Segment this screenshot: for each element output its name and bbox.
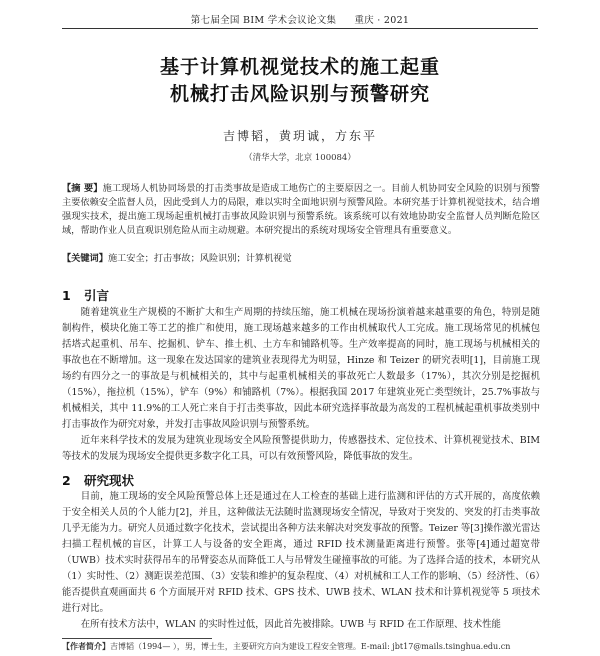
paragraph: 随着建筑业生产规模的不断扩大和生产周期的持续压缩，施工机械在现场扮演着越来越重要的角色，特别是随制构件，模块化施工等工艺的推广和使用，施工现场越来越多的工作由机械取代人工完成。施工现场常见的机械包括塔式起重机、吊车、挖掘机、铲车、推土机、土方车和铺路机等。生产效率提高的同时，施工现场与机械相关的事故也在不断增加。这一现象在发达国家的建筑业表现得尤为明显，Hinze 和 Teizer 的研究表明[1]，目前施工现场约有四分之一的事故是与机械相关的，其中与起重机械相关的事故死亡人数最多（17%），其次分别是挖掘机（15%），拖拉机（15%），铲车（9%）和铺路机（7%）。根据我国 2017 年建筑业死亡类型统计，25.7%事故与机械相关，其中 11.9%的工人死亡来自于打击类事故，因此本研究选择事故最为高发的工程机械起重机事故类别中打击事故作为研究对象，并发打击事故风险识别与预警系统。 [62,307,540,430]
footnote-text: 吉博韬（1994— ），男，博士生，主要研究方向为建设工程安全管理。E-mail: jbt17@mails.tsinghua.edu.cn [110,642,511,651]
section-heading-introduction [62,286,109,304]
affiliation: （清华大学，北京 100084） [244,153,356,163]
author-footnote [62,641,540,652]
section-introduction-body [62,305,540,465]
section-number: 1 [62,288,71,303]
title-line-1: 基于计算机视觉技术的施工起重 [159,56,440,78]
section-title: 研究现状 [84,473,135,488]
section-research-status-body [62,489,540,633]
authors: 吉博韬，黄玥诚，方东平 [222,129,377,143]
title-line-2: 机械打击风险识别与预警研究 [169,83,430,105]
section-number: 2 [62,473,71,488]
paper-title [0,54,600,108]
keywords-label: 【关键词】 [62,253,108,264]
conference-name: 第七届全国 BIM 学术会议论文集 [190,15,337,26]
location-year: 重庆 · 2021 [354,15,410,26]
section-heading-research-status [62,471,134,489]
header-rule [62,28,538,29]
abstract-text: 施工现场人机协同场景的打击类事故是造成工地伤亡的主要原因之一。目前人机协同安全风险的识别与预警主要依赖安全监督人员，因此受到人力的局限，难以实时全面地识别与预警风险。本研究基于计算机视觉技术，结合增强现实技术，提出施工现场起重机械打击事故风险识别与预警系统。该系统可以有效地协助安全监督人员判断危险区域，帮助作业人员直观识别危险从而主动规避。本研究提出的系统对现场安全管理具有重要意义。 [62,183,540,237]
paragraph: 目前，施工现场的安全风险预警总体上还是通过在人工检查的基础上进行监测和评估的方式开展的，高度依赖于安全相关人员的个人能力[2]，并且，这种做法无法随时监测现场安全情况，导致对于突发的、突发的打击类事故几乎无能为力。研究人员通过数字化技术，尝试提出各种方法来解决对突发事故的预警。Teizer 等[3]操作激光雷达扫描工程机械的盲区，计算工人与设备的安全距离，通过 RFID 技术测量距离进行预警。张等[4]通过超宽带（UWB）技术实时获得吊车的吊臂姿态从而降低工人与吊臂发生碰撞事故的可能。为了选择合适的技术，本研究从（1）实时性、（2）测距误差范围、（3）安装和维护的复杂程度、（4）对机械和工人工作的影响、（5）经济性、（6）能否提供直观画面共 6 个方面展开对 RFID 技术、GPS 技术、UWB 技术、WLAN 技术和计算机视觉等 5 项技术进行对比。 [62,491,540,614]
keywords [62,252,540,266]
footnote-rule [62,638,212,639]
paragraph: 近年来科学技术的发展为建筑业现场安全风险预警提供助力，传感器技术、定位技术、计算机视觉技术、BIM 等技术的发展为现场安全提供更多数字化工具，可以有效预警风险，降低事故的发生。 [62,435,540,462]
keywords-text: 施工安全；打击事故；风险识别；计算机视觉 [107,253,292,264]
abstract-label: 【摘 要】 [62,183,103,194]
abstract [62,182,540,238]
footnote-label: 【作者简介】 [62,642,110,651]
paragraph: 在所有技术方法中，WLAN 的实时性过低，因此首先被排除。UWB 与 RFID 在工作原理、技术性能 [80,619,501,630]
running-head [0,12,600,26]
section-title: 引言 [84,288,110,303]
